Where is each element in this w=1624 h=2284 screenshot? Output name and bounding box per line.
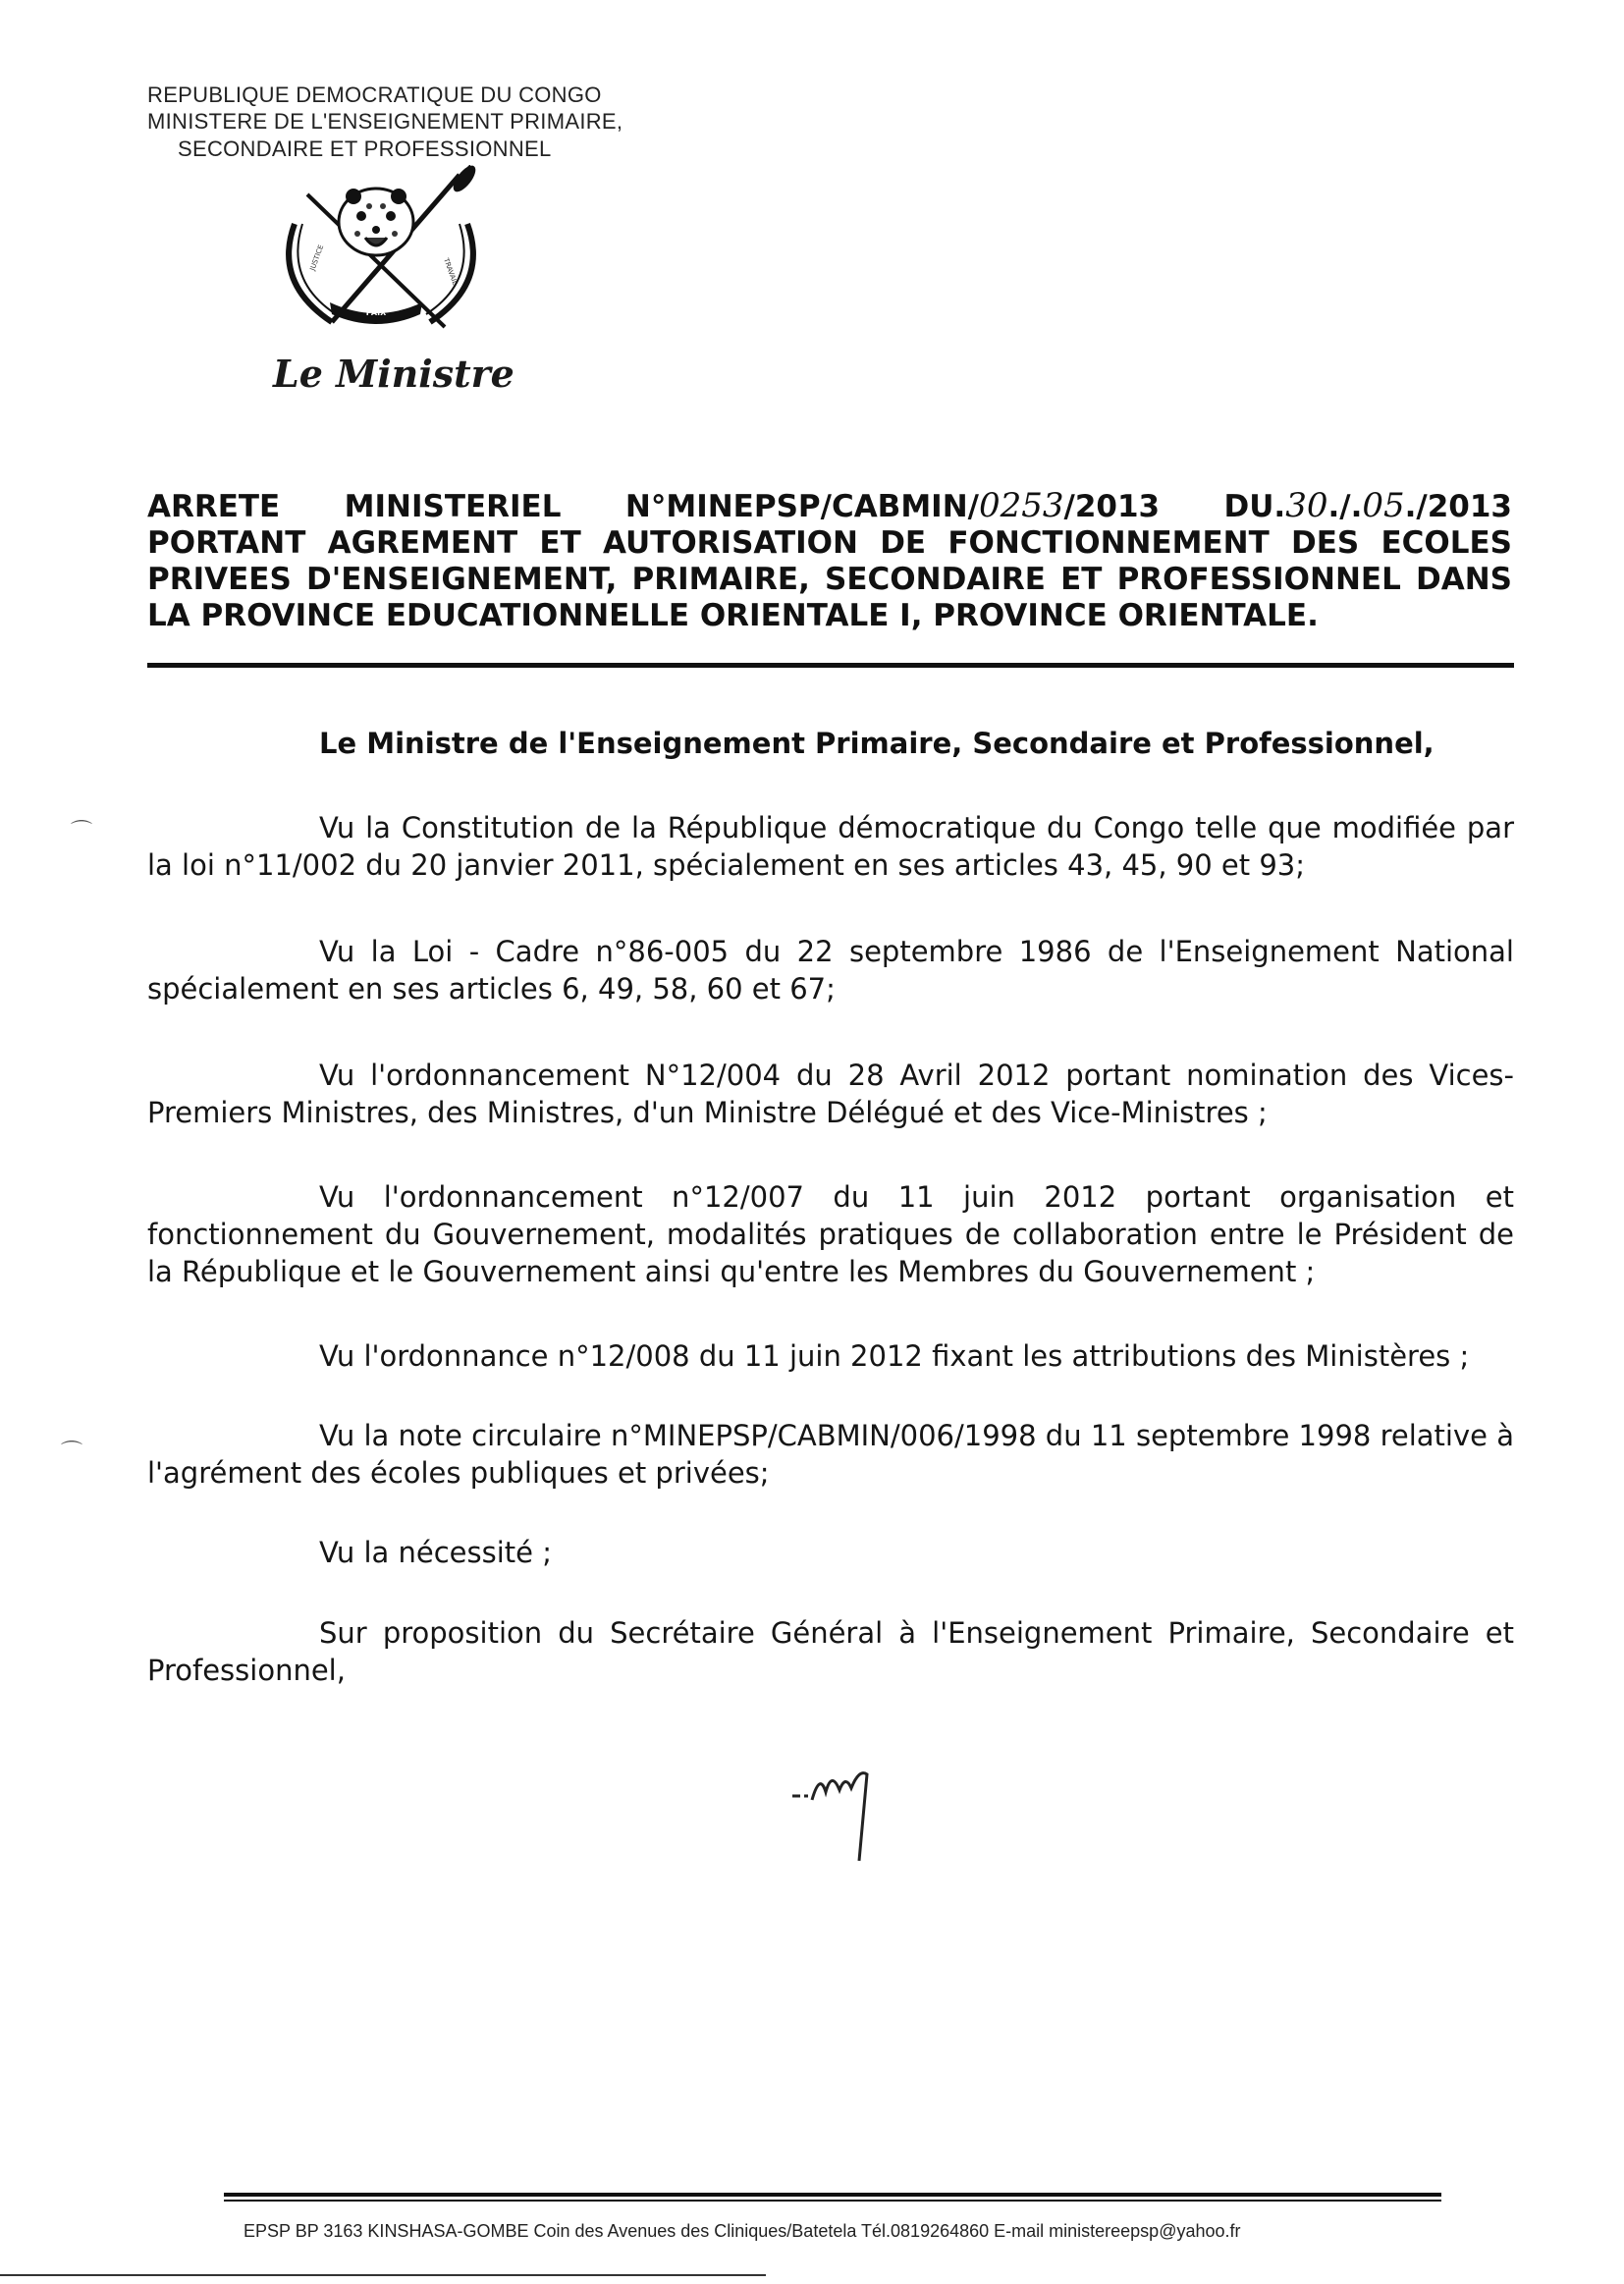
margin-mark: ⌒ bbox=[71, 820, 93, 844]
header-ministry-line1: MINISTERE DE L'ENSEIGNEMENT PRIMAIRE, bbox=[147, 109, 623, 134]
minister-heading: Le Ministre de l'Enseignement Primaire, Secondaire et Professionnel, bbox=[319, 727, 1435, 760]
decree-number: N°MINEPSP/CABMIN/0253/2013 bbox=[624, 486, 1161, 525]
page-bottom-line bbox=[0, 2274, 766, 2276]
consideration-5: Vu l'ordonnance n°12/008 du 11 juin 2012 fixant les attributions des Ministères ; bbox=[319, 1339, 1470, 1373]
title-word-ministeriel: MINISTERIEL bbox=[344, 489, 562, 524]
decree-date-month: 05 bbox=[1362, 486, 1405, 525]
decree-number-handwritten: 0253 bbox=[978, 486, 1064, 525]
footer-rule bbox=[224, 2193, 1441, 2197]
initials-scribble bbox=[790, 1763, 898, 1871]
decree-title bbox=[147, 488, 1512, 634]
svg-text:PAIX: PAIX bbox=[365, 308, 387, 317]
coat-of-arms-emblem bbox=[263, 165, 509, 337]
consideration-3: Vu l'ordonnancement N°12/004 du 28 Avril 2012 portant nomination des Vices-Premiers Ministres, des Ministres, d'un Ministre Délégué et des Vice-Ministres ; bbox=[147, 1059, 1514, 1129]
signature-title: Le Ministre bbox=[273, 352, 514, 396]
title-word-arrete: ARRETE bbox=[147, 489, 281, 524]
consideration-7: Vu la nécessité ; bbox=[319, 1536, 552, 1569]
footer-rule-thin bbox=[224, 2200, 1441, 2202]
consideration-1: Vu la Constitution de la République démocratique du Congo telle que modifiée par la loi n°11/002 du 20 janvier 2011, spécialement en ses articles 43, 45, 90 et 93; bbox=[147, 811, 1514, 882]
decree-title-line3: PRIVEES D'ENSEIGNEMENT, PRIMAIRE, SECONDAIRE ET PROFESSIONNEL DANS bbox=[147, 562, 1512, 597]
decree-title-line2: PORTANT AGREMENT ET AUTORISATION DE FONCTIONNEMENT DES ECOLES bbox=[147, 525, 1512, 561]
header-ministry-line2: SECONDAIRE ET PROFESSIONNEL bbox=[178, 136, 552, 161]
decree-date-day: 30 bbox=[1285, 486, 1328, 525]
consideration-2: Vu la Loi - Cadre n°86-005 du 22 septembre 1986 de l'Enseignement National spécialement en ses articles 6, 49, 58, 60 et 67; bbox=[147, 935, 1514, 1006]
decree-title-line4: LA PROVINCE EDUCATIONNELLE ORIENTALE I, PROVINCE ORIENTALE. bbox=[147, 598, 1319, 633]
decree-date: DU.30./.05./2013 bbox=[1223, 486, 1512, 525]
svg-text:JUSTICE: JUSTICE bbox=[308, 244, 326, 272]
footer-address: EPSP BP 3163 KINSHASA-GOMBE Coin des Avenues des Cliniques/Batetela Tél.0819264860 E-mail ministereepsp@yahoo.fr bbox=[244, 2221, 1241, 2241]
decree-title-line1 bbox=[147, 488, 1512, 525]
title-underline bbox=[147, 663, 1514, 668]
header-country: REPUBLIQUE DEMOCRATIQUE DU CONGO bbox=[147, 82, 602, 107]
consideration-6: Vu la note circulaire n°MINEPSP/CABMIN/006/1998 du 11 septembre 1998 relative à l'agrément des écoles publiques et privées; bbox=[147, 1419, 1514, 1490]
consideration-8: Sur proposition du Secrétaire Général à l'Enseignement Primaire, Secondaire et Professionnel, bbox=[147, 1616, 1514, 1687]
svg-text:TRAVAIL: TRAVAIL bbox=[442, 256, 460, 287]
margin-mark: ⌒ bbox=[61, 1441, 83, 1465]
consideration-4: Vu l'ordonnancement n°12/007 du 11 juin 2012 portant organisation et fonctionnement du Gouvernement, modalités pratiques de collaboration entre le Président de la République et le Gouvernement ainsi qu'entre les Membres du Gouvernement ; bbox=[147, 1180, 1514, 1288]
